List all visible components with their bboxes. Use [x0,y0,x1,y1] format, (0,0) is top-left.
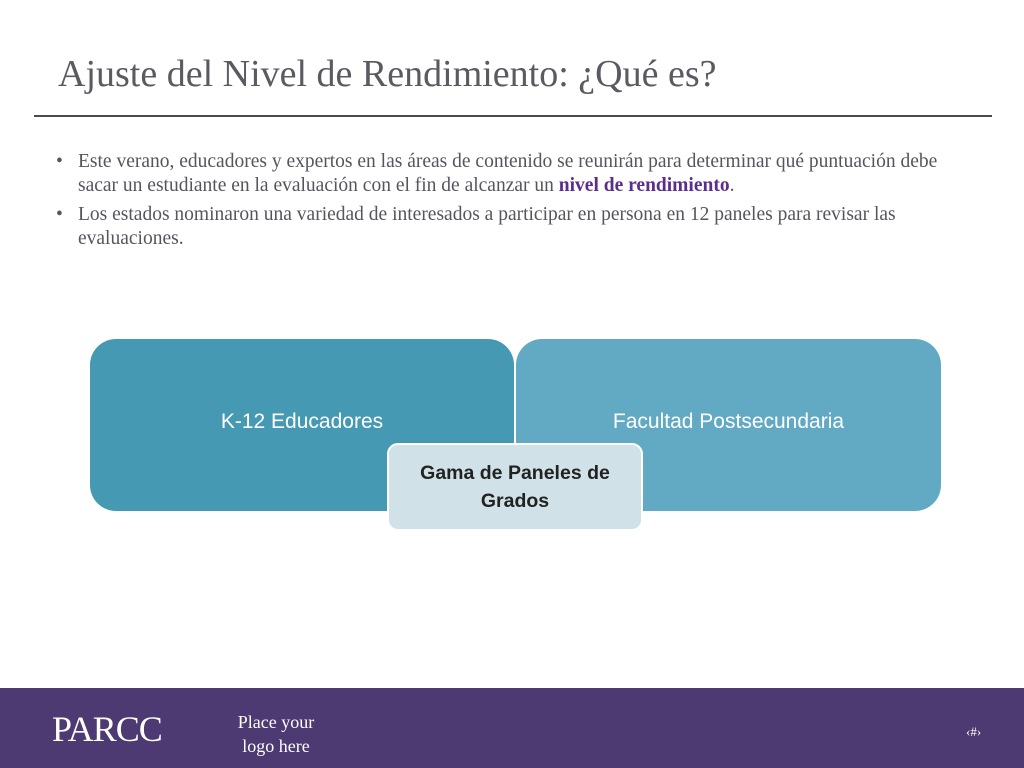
logo-placeholder [226,710,326,758]
center-label-line1: Gama de Paneles de [420,462,610,484]
grade-span-panels-box [387,443,643,531]
bullet-item-2 [56,203,946,251]
bullet-text-2: Los estados nominaron una variedad de interesados a participar en persona en 12 paneles para revisar las evaluaciones. [78,204,896,249]
placeholder-line1: Place your [237,712,315,732]
postsecondary-faculty-label: Facultad Postsecundaria [612,410,845,433]
parcc-logo: PARCC [52,709,162,749]
title-divider [34,115,992,117]
bullet-list [56,150,946,256]
bullet-marker: • [56,204,63,225]
bullet-end-1: . [729,175,735,196]
bullet-text-1: Este verano, educadores y expertos en las áreas de contenido se reunirán para determinar qué puntuación debe sacar un estudiante en la evaluación con el fin de alcanzar un [78,151,938,196]
bullet-item-1 [56,150,946,198]
k12-educators-label: K-12 Educadores [220,410,384,433]
slide-title: Ajuste del Nivel de Rendimiento: ¿Qué es? [58,53,717,95]
page-number: ‹#› [966,724,982,739]
bullet-emphasis: nivel de rendimiento [558,175,730,196]
footer-bar [0,688,1024,768]
center-label-line2: Grados [480,490,550,512]
bullet-marker: • [56,151,63,172]
placeholder-line2: logo here [242,736,310,756]
